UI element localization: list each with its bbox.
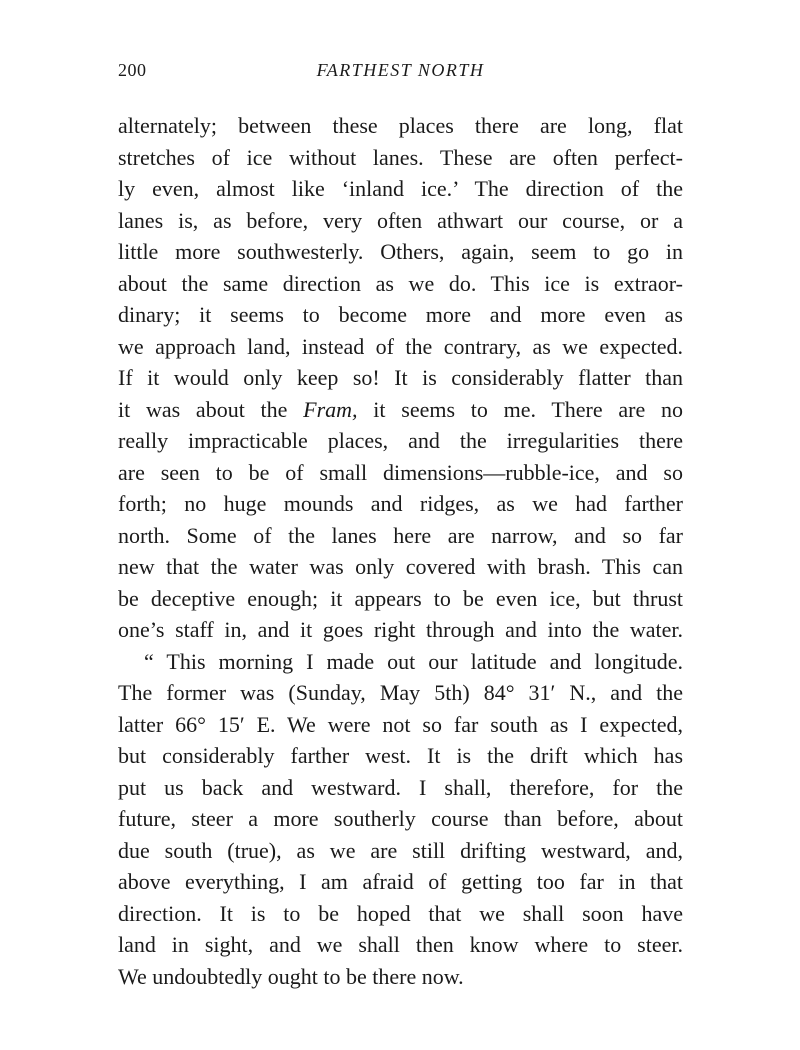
text-line: really impracticable places, and the irregularities there xyxy=(118,428,683,453)
text-line: latter 66° 15′ E. We were not so far south as I expected, xyxy=(118,711,683,737)
text-line: “ This morning I made out our latitude and longitude. xyxy=(144,648,683,674)
text-line: above everything, I am afraid of getting too far in that xyxy=(118,869,683,894)
text-segment: it seems to me. There are no xyxy=(357,396,683,422)
text-line: alternately; between these places there are long, flat xyxy=(118,113,683,138)
text-line: We undoubtedly ought to be there now. xyxy=(118,963,464,989)
paragraph-2 xyxy=(118,646,683,993)
text-line: forth; no huge mounds and ridges, as we had farther xyxy=(118,491,683,516)
text-line: be deceptive enough; it appears to be even ice, but thrust xyxy=(118,585,683,611)
text-line: dinary; it seems to become more and more even as xyxy=(118,302,683,327)
text-line: due south (true), as we are still drifting westward, and, xyxy=(118,837,683,863)
running-title: FARTHEST NORTH xyxy=(316,60,485,80)
body-text xyxy=(118,110,683,992)
text-segment: it was about the xyxy=(118,396,304,422)
text-line: about the same direction as we do. This ice is extraor- xyxy=(118,270,683,296)
text-line: north. Some of the lanes here are narrow, and so far xyxy=(118,522,683,548)
paragraph-1 xyxy=(118,110,683,646)
text-line: ly even, almost like ‘inland ice.’ The direction of the xyxy=(118,176,683,201)
text-line: put us back and westward. I shall, therefore, for the xyxy=(118,774,683,800)
text-line: one’s staff in, and it goes right through and into the water. xyxy=(118,617,683,642)
text-line: stretches of ice without lanes. These are often perfect- xyxy=(118,144,683,170)
page-header xyxy=(118,60,683,90)
text-line: land in sight, and we shall then know where to steer. xyxy=(118,932,683,957)
text-line: future, steer a more southerly course than before, about xyxy=(118,806,683,831)
text-line: The former was (Sunday, May 5th) 84° 31′ N., and the xyxy=(118,680,683,705)
text-line: but considerably farther west. It is the drift which has xyxy=(118,743,683,768)
text-line: little more southwesterly. Others, again, seem to go in xyxy=(118,239,683,264)
text-line: are seen to be of small dimensions—rubble-ice, and so xyxy=(118,459,683,485)
page-number: 200 xyxy=(118,60,147,80)
text-line: we approach land, instead of the contrary, as we expected. xyxy=(118,333,683,359)
ship-name-italic: Fram, xyxy=(303,396,358,422)
text-line-with-italic xyxy=(118,394,683,426)
text-line: If it would only keep so! It is considerably flatter than xyxy=(118,365,683,390)
text-line: lanes is, as before, very often athwart our course, or a xyxy=(118,207,683,233)
text-line: direction. It is to be hoped that we shall soon have xyxy=(118,900,683,926)
text-line: new that the water was only covered with brash. This can xyxy=(118,554,683,579)
